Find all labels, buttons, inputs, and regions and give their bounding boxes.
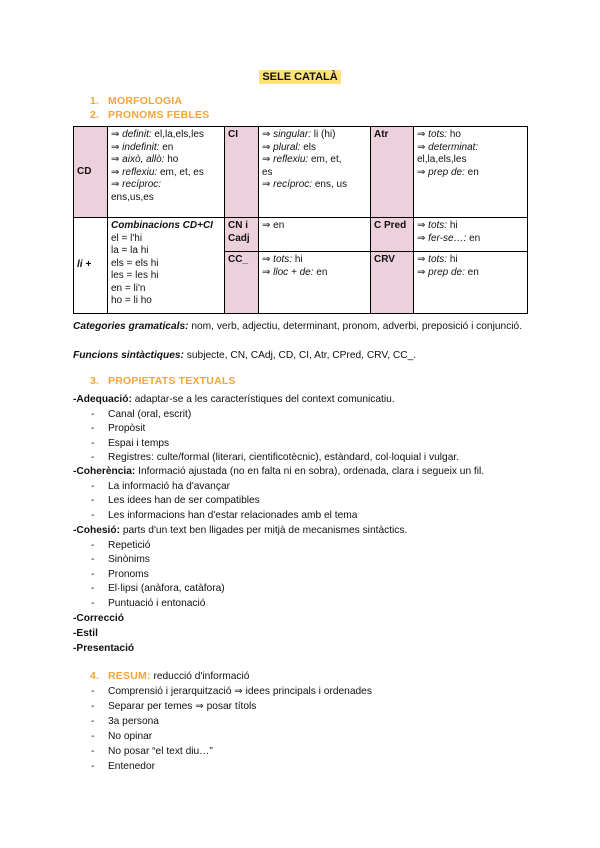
list-item: - No posar “el text diu…” bbox=[91, 746, 213, 757]
list-item: - Propòsit bbox=[91, 423, 146, 434]
list-item: - La informació ha d'avançar bbox=[91, 481, 231, 492]
heading-morfologia: 1. MORFOLOGIA bbox=[90, 95, 183, 107]
document-title: SELE CATALÀ bbox=[0, 71, 600, 83]
list-item: - 3a persona bbox=[91, 716, 159, 727]
atr-cell: ⇒ tots: ho ⇒ determinat: el,la,els,les ⇒ prep de: en bbox=[414, 127, 528, 218]
heading-pronoms-febles: 2. PRONOMS FEBLES bbox=[90, 109, 210, 121]
list-item: - Sinònims bbox=[91, 554, 150, 565]
list-item: - Les informacions han d'estar relacionades amb el tema bbox=[91, 510, 358, 521]
cpred-cell: ⇒ tots: hi ⇒ fer-se…: en bbox=[414, 218, 528, 252]
estil-line: -Estil bbox=[73, 628, 98, 639]
list-item: - Entenedor bbox=[91, 761, 156, 772]
pronoms-febles-table bbox=[73, 126, 528, 314]
cn-cadj-label: CN i Cadj bbox=[225, 218, 259, 252]
adequacio-line: -Adequació: adaptar-se a les característiques del context comunicatiu. bbox=[73, 394, 395, 405]
cn-cadj-cell: ⇒ en bbox=[259, 218, 371, 252]
presentacio-line: -Presentació bbox=[73, 643, 135, 654]
li-plus-label: li + bbox=[74, 218, 108, 314]
ci-cell: ⇒ singular: li (hi) ⇒ plural: els ⇒ reflexiu: em, et, es ⇒ recíproc: ens, us bbox=[259, 127, 371, 218]
functions-paragraph: Funcions sintàctiques: subjecte, CN, CAdj, CD, CI, Atr, CPred, CRV, CC_. bbox=[73, 350, 417, 361]
list-item: - No opinar bbox=[91, 731, 153, 742]
list-item: - Comprensió i jerarquització ⇒ idees principals i ordenades bbox=[91, 686, 372, 697]
crv-label: CRV bbox=[371, 252, 414, 314]
coherencia-line: -Coherència: Informació ajustada (no en falta ni en sobra), ordenada, clara i segueix un fil. bbox=[73, 466, 485, 477]
cd-label: CD bbox=[74, 127, 108, 218]
heading-resum: 4. RESUM: reducció d'informació bbox=[90, 670, 250, 682]
cd-cell: ⇒ definit: el,la,els,les ⇒ indefinit: en ⇒ això, allò: ho ⇒ reflexiu: em, et, es ⇒ recíproc: ens,us,es bbox=[108, 127, 225, 218]
list-item: - Repetició bbox=[91, 540, 151, 551]
list-item: - Canal (oral, escrit) bbox=[91, 409, 192, 420]
list-item: - Espai i temps bbox=[91, 438, 170, 449]
list-item: - Les idees han de ser compatibles bbox=[91, 495, 260, 506]
combinacions-cell: Combinacions CD+CI el = l'hi la = la hi els = els hi les = les hi en = li'n ho = li ho bbox=[108, 218, 225, 314]
correccio-line: -Correcció bbox=[73, 613, 124, 624]
list-item: - Puntuació i entonació bbox=[91, 598, 206, 609]
ci-label: CI bbox=[225, 127, 259, 218]
heading-propietats-textuals: 3. PROPIETATS TEXTUALS bbox=[90, 375, 236, 387]
list-item: - Separar per temes ⇒ posar títols bbox=[91, 701, 257, 712]
cc-label: CC_ bbox=[225, 252, 259, 314]
crv-cell: ⇒ tots: hi ⇒ prep de: en bbox=[414, 252, 528, 314]
cohesio-line: -Cohesió: parts d'un text ben lligades per mitjà de mecanismes sintàctics. bbox=[73, 525, 408, 536]
cpred-label: C Pred bbox=[371, 218, 414, 252]
cc-cell: ⇒ tots: hi ⇒ lloc + de: en bbox=[259, 252, 371, 314]
atr-label: Atr bbox=[371, 127, 414, 218]
list-item: - Pronoms bbox=[91, 569, 149, 580]
list-item: - Registres: culte/formal (literari, cientificotècnic), estàndard, col·loquial i vulgar. bbox=[91, 452, 460, 463]
list-item: - El·lipsi (anàfora, catàfora) bbox=[91, 583, 225, 594]
categories-paragraph: Categories gramaticals: nom, verb, adjectiu, determinant, pronom, adverbi, preposició i conjunció. bbox=[73, 321, 523, 332]
